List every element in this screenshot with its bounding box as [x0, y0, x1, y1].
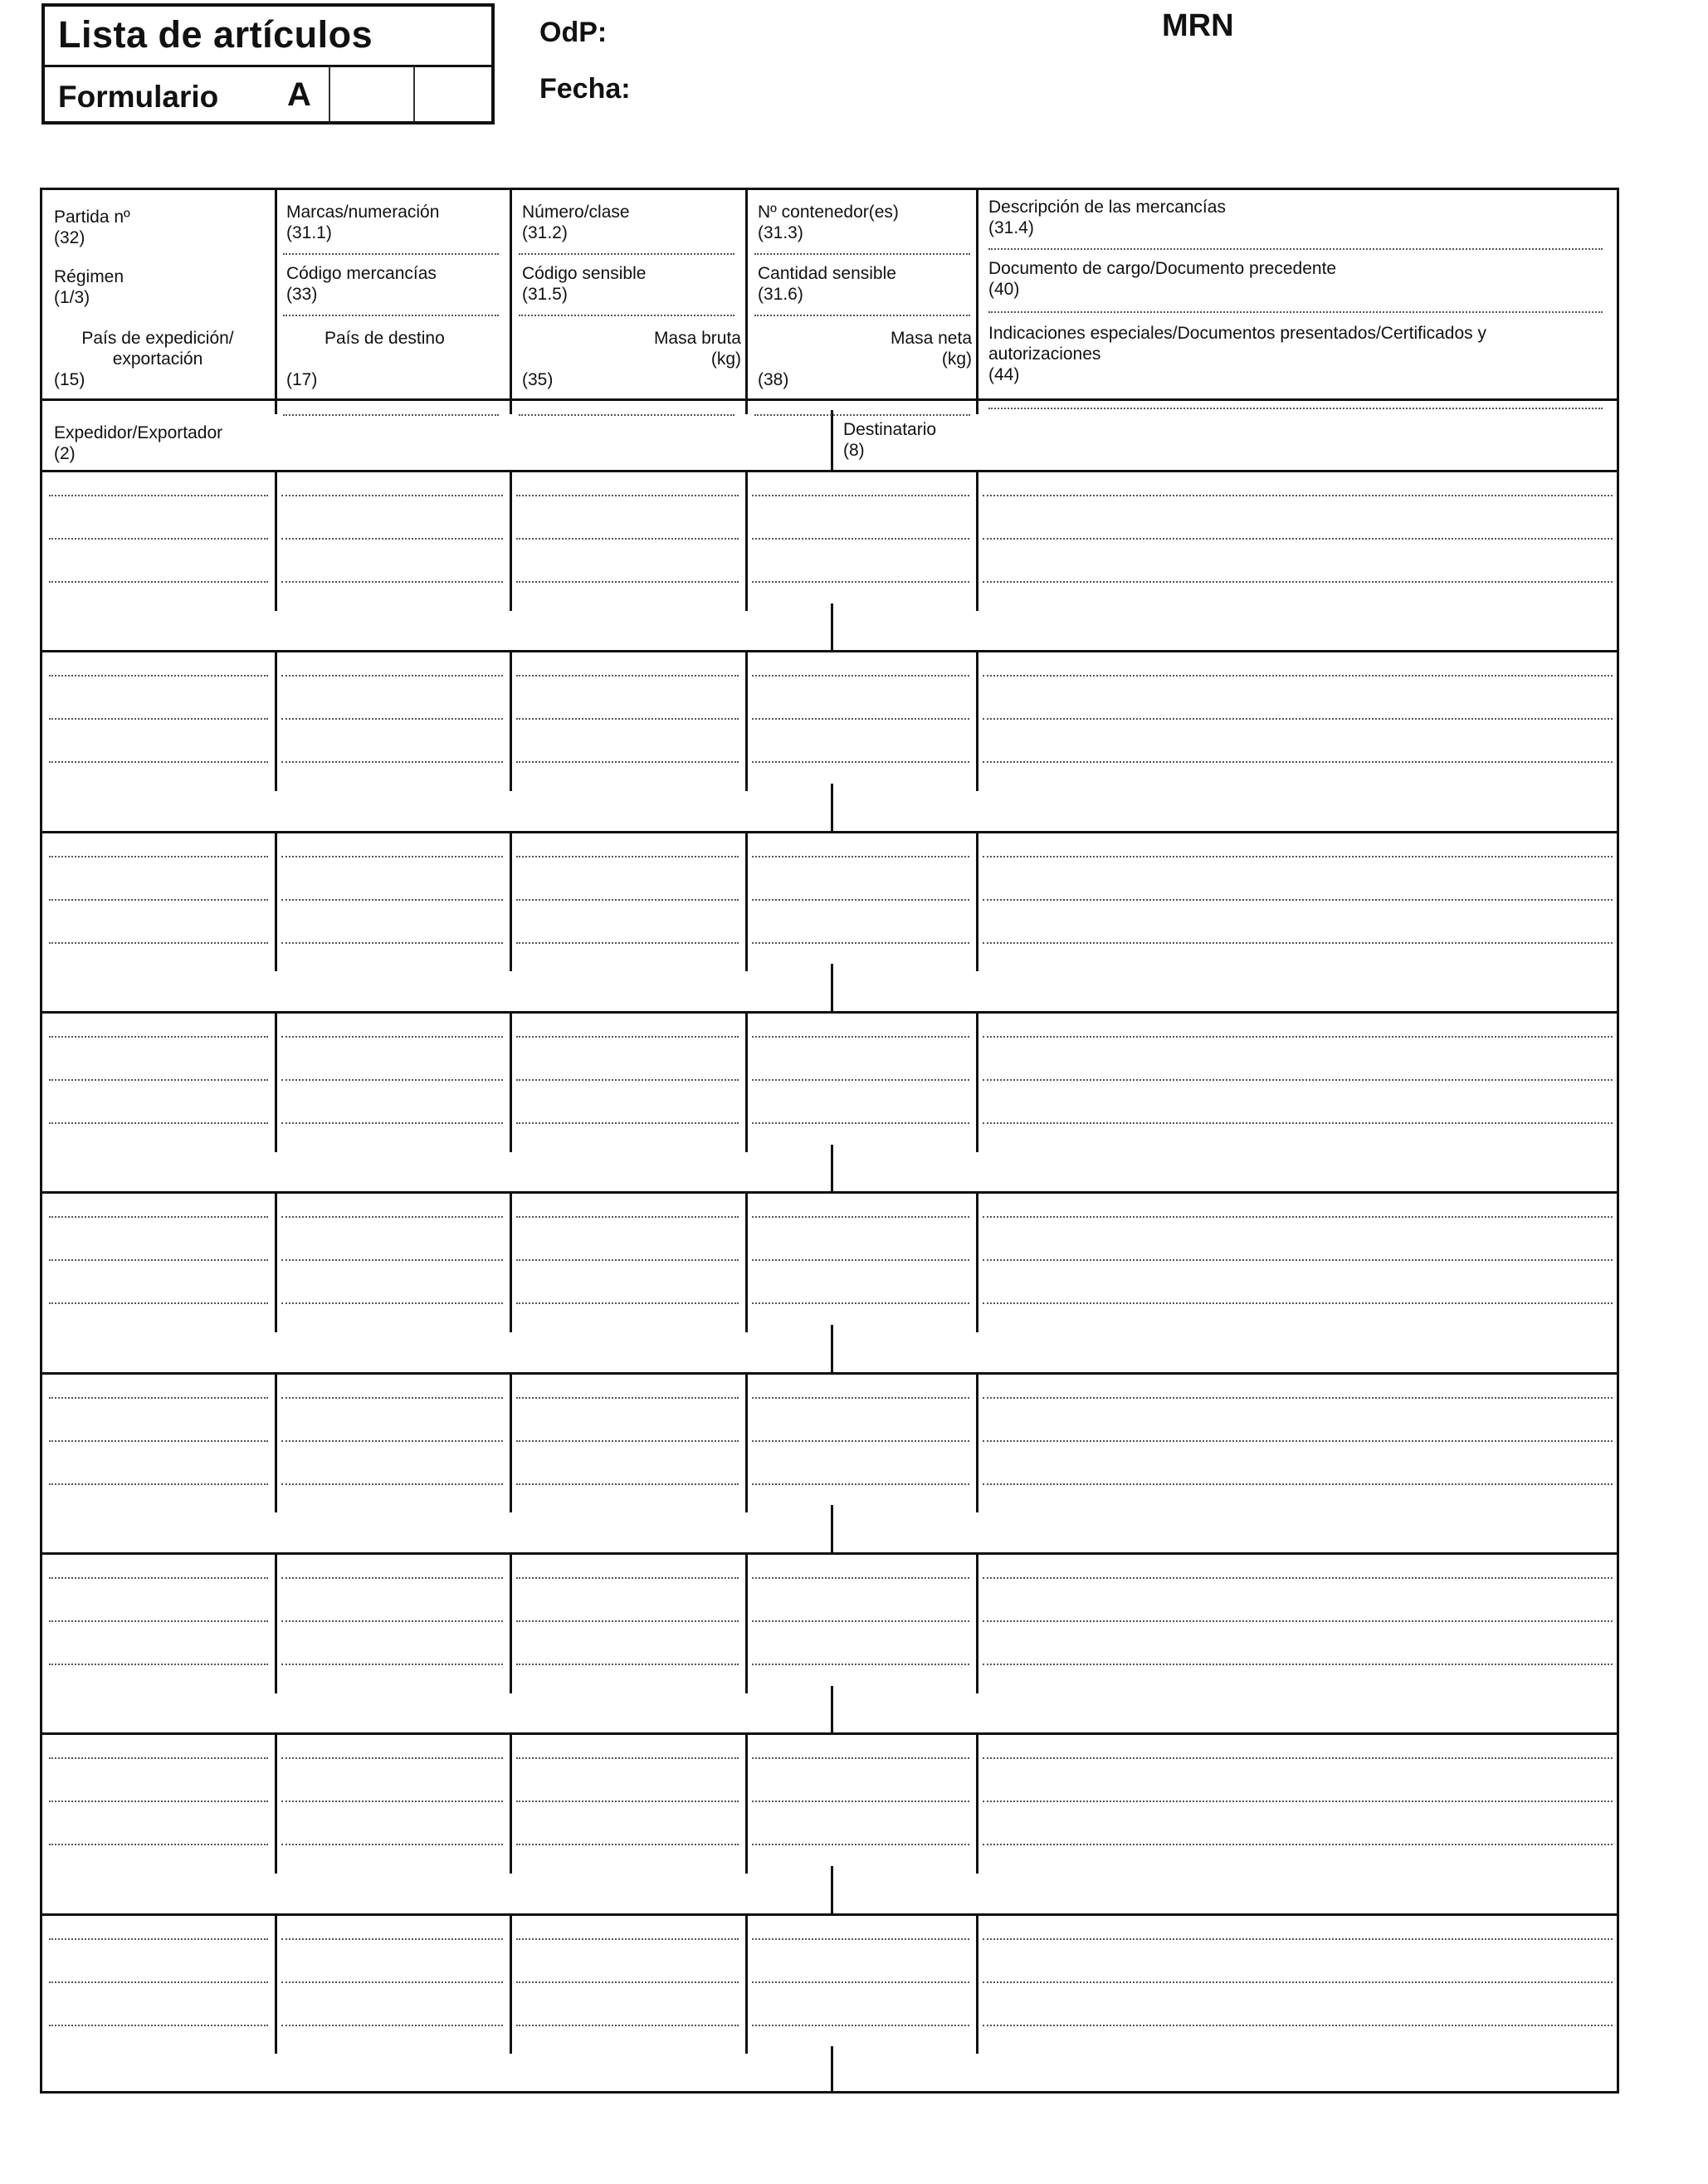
dotted-line — [983, 1259, 1613, 1261]
item-block-divider — [42, 1913, 1617, 1916]
dotted-line — [281, 1440, 503, 1442]
item-party-divider — [831, 1866, 833, 1913]
field-label: Expedidor/Exportador — [54, 423, 223, 442]
dotted-line — [516, 1757, 739, 1759]
dotted-line — [752, 718, 969, 720]
dotted-line — [281, 1216, 503, 1218]
field-masa-neta — [758, 328, 972, 390]
dotted-line — [516, 675, 739, 677]
dotted-line — [49, 1216, 268, 1218]
dotted-line — [283, 315, 499, 316]
dotted-line — [983, 942, 1613, 944]
field-code: (8) — [843, 441, 865, 460]
dotted-line — [281, 495, 503, 496]
dotted-line — [752, 1664, 969, 1665]
dotted-line — [281, 1079, 503, 1081]
dotted-line — [752, 761, 969, 763]
dotted-line — [752, 1483, 969, 1485]
field-label: País de expedición/ exportación — [81, 329, 234, 369]
item-party-divider — [831, 1505, 833, 1552]
field-destinatario — [843, 419, 1590, 461]
form-title: Lista de artículos — [58, 13, 373, 56]
item-list-form — [40, 188, 1619, 2094]
dotted-line — [49, 675, 268, 677]
dotted-line — [983, 1302, 1613, 1304]
dotted-line — [983, 581, 1613, 583]
dotted-line — [983, 1483, 1613, 1485]
dotted-line — [752, 581, 969, 583]
item-party-divider — [831, 2046, 833, 2094]
field-label: País de destino — [325, 329, 445, 348]
item-column-divider — [275, 1011, 277, 1152]
dotted-line — [516, 761, 739, 763]
field-label: Indicaciones especiales/Documentos presentados/Certificados y autorizaciones — [988, 324, 1486, 364]
dotted-line — [519, 414, 734, 416]
dotted-line — [752, 856, 969, 857]
dotted-line — [983, 718, 1613, 720]
item-party-divider — [831, 1145, 833, 1192]
column-divider — [510, 190, 512, 414]
item-party-divider — [831, 1325, 833, 1372]
item-column-divider — [976, 1732, 978, 1874]
dotted-line — [752, 1757, 969, 1759]
field-label: Cantidad sensible — [758, 264, 896, 283]
field-code: (31.2) — [522, 223, 568, 242]
dotted-line — [283, 253, 499, 255]
item-column-divider — [745, 1732, 748, 1874]
field-code: (31.3) — [758, 223, 803, 242]
dotted-line — [516, 495, 739, 496]
item-column-divider — [275, 1913, 277, 2055]
dotted-line — [752, 675, 969, 677]
field-documento-cargo — [988, 258, 1603, 300]
dotted-line — [988, 311, 1603, 313]
dotted-line — [516, 1938, 739, 1940]
dotted-line — [983, 1577, 1613, 1579]
dotted-line — [49, 1981, 268, 1983]
dotted-line — [519, 253, 734, 255]
item-column-divider — [976, 650, 978, 791]
form-type-separator — [413, 66, 415, 121]
dotted-line — [752, 1800, 969, 1802]
field-descripcion — [988, 197, 1603, 238]
header-divider — [42, 398, 1617, 401]
item-party-divider — [831, 784, 833, 831]
field-indicaciones — [988, 323, 1603, 385]
dotted-line — [516, 1620, 739, 1622]
dotted-line — [49, 1620, 268, 1622]
item-column-divider — [745, 470, 748, 611]
dotted-line — [49, 1397, 268, 1399]
dotted-line — [281, 1938, 503, 1940]
dotted-line — [752, 495, 969, 496]
dotted-line — [281, 1664, 503, 1665]
dotted-line — [516, 1397, 739, 1399]
item-column-divider — [745, 1372, 748, 1513]
dotted-line — [49, 1577, 268, 1579]
fecha-label: Fecha: — [539, 73, 631, 105]
dotted-line — [754, 253, 970, 255]
dotted-line — [752, 1079, 969, 1081]
field-cantidad-sensible — [758, 263, 974, 305]
item-column-divider — [745, 1552, 748, 1693]
dotted-line — [752, 942, 969, 944]
form-type-separator — [329, 66, 330, 121]
dotted-line — [281, 761, 503, 763]
item-column-divider — [745, 1191, 748, 1332]
item-column-divider — [510, 650, 512, 791]
dotted-line — [983, 1216, 1613, 1218]
dotted-line — [983, 761, 1613, 763]
dotted-line — [516, 1122, 739, 1124]
field-masa-bruta — [522, 328, 741, 390]
dotted-line — [754, 414, 970, 416]
dotted-line — [983, 856, 1613, 857]
dotted-line — [281, 2025, 503, 2026]
dotted-line — [752, 1440, 969, 1442]
item-column-divider — [510, 1913, 512, 2055]
dotted-line — [752, 1397, 969, 1399]
dotted-line — [983, 1440, 1613, 1442]
dotted-line — [49, 1664, 268, 1665]
dotted-line — [49, 1079, 268, 1081]
dotted-line — [49, 1036, 268, 1038]
dotted-line — [49, 1122, 268, 1124]
dotted-line — [752, 1302, 969, 1304]
dotted-line — [516, 1216, 739, 1218]
field-label: Destinatario — [843, 420, 937, 439]
dotted-line — [752, 1938, 969, 1940]
field-code: (31.1) — [286, 223, 332, 242]
dotted-line — [281, 1844, 503, 1845]
item-column-divider — [976, 1011, 978, 1152]
item-column-divider — [275, 1372, 277, 1513]
dotted-line — [516, 581, 739, 583]
dotted-line — [516, 1079, 739, 1081]
dotted-line — [516, 538, 739, 540]
dotted-line — [281, 1259, 503, 1261]
dotted-line — [281, 1981, 503, 1983]
item-block-divider — [42, 1191, 1617, 1194]
field-label: Marcas/numeración — [286, 203, 440, 222]
field-contenedor — [758, 202, 974, 243]
field-code: (1/3) — [54, 288, 90, 307]
item-block-divider — [42, 831, 1617, 833]
dotted-line — [983, 1938, 1613, 1940]
dotted-line — [516, 1302, 739, 1304]
item-column-divider — [976, 1552, 978, 1693]
item-column-divider — [510, 1191, 512, 1332]
dotted-line — [983, 495, 1613, 496]
dotted-line — [281, 1036, 503, 1038]
dotted-line — [754, 315, 970, 316]
field-label: Código mercancías — [286, 264, 437, 283]
dotted-line — [281, 942, 503, 944]
field-label: Masa bruta — [653, 329, 741, 348]
item-column-divider — [510, 1732, 512, 1874]
item-party-divider — [831, 603, 833, 651]
dotted-line — [516, 1036, 739, 1038]
dotted-line — [516, 899, 739, 901]
field-code: (38) — [758, 370, 789, 389]
dotted-line — [281, 581, 503, 583]
item-column-divider — [510, 1372, 512, 1513]
item-party-divider — [831, 964, 833, 1011]
item-column-divider — [275, 650, 277, 791]
item-column-divider — [275, 1552, 277, 1693]
dotted-line — [281, 856, 503, 857]
dotted-line — [281, 538, 503, 540]
header-bottom-line — [42, 470, 1617, 472]
item-column-divider — [275, 1191, 277, 1332]
dotted-line — [281, 675, 503, 677]
dotted-line — [49, 2025, 268, 2026]
dotted-line — [983, 1079, 1613, 1081]
field-partida — [54, 207, 261, 248]
field-code: (17) — [286, 370, 318, 389]
field-codigo-mercancias — [286, 263, 502, 305]
field-label: Partida nº — [54, 208, 130, 227]
dotted-line — [752, 2025, 969, 2026]
field-label: Nº contenedor(es) — [758, 203, 899, 222]
dotted-line — [49, 1844, 268, 1845]
dotted-line — [752, 899, 969, 901]
field-code: (31.6) — [758, 285, 803, 304]
dotted-line — [983, 899, 1613, 901]
dotted-line — [752, 1259, 969, 1261]
item-column-divider — [275, 470, 277, 611]
item-column-divider — [976, 1913, 978, 2055]
field-label: Régimen — [54, 267, 124, 286]
dotted-line — [281, 1757, 503, 1759]
field-code: (40) — [988, 280, 1020, 299]
dotted-line — [49, 1757, 268, 1759]
dotted-line — [516, 718, 739, 720]
dotted-line — [752, 1620, 969, 1622]
field-code: (35) — [522, 370, 554, 389]
dotted-line — [281, 1302, 503, 1304]
dotted-line — [281, 1397, 503, 1399]
item-column-divider — [745, 1913, 748, 2055]
dotted-line — [983, 1620, 1613, 1622]
field-code: (32) — [54, 228, 85, 247]
item-party-divider — [831, 1686, 833, 1733]
item-column-divider — [275, 1732, 277, 1874]
form-type-row — [45, 66, 491, 121]
item-column-divider — [745, 831, 748, 972]
form-title-box — [41, 3, 495, 125]
item-column-divider — [510, 1011, 512, 1152]
item-column-divider — [976, 1372, 978, 1513]
field-code: (44) — [988, 365, 1020, 384]
dotted-line — [49, 581, 268, 583]
dotted-line — [49, 761, 268, 763]
dotted-line — [516, 1440, 739, 1442]
dotted-line — [752, 1122, 969, 1124]
dotted-line — [49, 899, 268, 901]
field-code: (15) — [54, 370, 85, 389]
dotted-line — [752, 1577, 969, 1579]
form-type-value: A — [287, 76, 311, 113]
item-column-divider — [745, 650, 748, 791]
dotted-line — [752, 1981, 969, 1983]
field-code: (31.4) — [988, 218, 1034, 237]
field-unit: (kg) — [710, 349, 741, 369]
dotted-line — [281, 1620, 503, 1622]
field-codigo-sensible — [522, 263, 738, 305]
dotted-line — [516, 1981, 739, 1983]
column-divider — [275, 190, 277, 414]
title-row — [45, 7, 491, 67]
form-type-label: Formulario — [58, 80, 219, 114]
dotted-line — [752, 1036, 969, 1038]
item-column-divider — [976, 1191, 978, 1332]
dotted-line — [49, 1259, 268, 1261]
column-divider — [976, 190, 978, 414]
dotted-line — [516, 1259, 739, 1261]
dotted-line — [281, 1483, 503, 1485]
dotted-line — [983, 1036, 1613, 1038]
dotted-line — [49, 538, 268, 540]
dotted-line — [516, 1577, 739, 1579]
party-divider — [831, 410, 833, 470]
dotted-line — [988, 408, 1603, 409]
dotted-line — [988, 248, 1603, 250]
field-code: (2) — [54, 444, 76, 463]
field-expedidor — [54, 423, 801, 464]
dotted-line — [516, 1483, 739, 1485]
dotted-line — [49, 942, 268, 944]
dotted-line — [516, 1800, 739, 1802]
dotted-line — [983, 1664, 1613, 1665]
item-block-divider — [42, 1372, 1617, 1375]
field-label: Masa neta — [890, 329, 972, 348]
item-column-divider — [510, 470, 512, 611]
item-column-divider — [976, 470, 978, 611]
dotted-line — [49, 1440, 268, 1442]
item-block-divider — [42, 1732, 1617, 1735]
field-numero-clase — [522, 202, 738, 243]
dotted-line — [516, 1664, 739, 1665]
dotted-line — [752, 538, 969, 540]
dotted-line — [49, 856, 268, 857]
item-block-divider — [42, 1552, 1617, 1555]
column-divider — [745, 190, 748, 414]
dotted-line — [49, 718, 268, 720]
item-block-divider — [42, 1011, 1617, 1014]
dotted-line — [49, 1938, 268, 1940]
dotted-line — [983, 2025, 1613, 2026]
odp-label: OdP: — [539, 17, 608, 48]
field-pais-destino — [286, 328, 502, 390]
field-unit: (kg) — [941, 349, 972, 369]
field-code: (33) — [286, 285, 318, 304]
dotted-line — [49, 1800, 268, 1802]
item-block-divider — [42, 650, 1617, 652]
dotted-line — [752, 1216, 969, 1218]
dotted-line — [983, 1122, 1613, 1124]
item-column-divider — [510, 831, 512, 972]
field-pais-expedicion — [54, 328, 270, 390]
dotted-line — [516, 942, 739, 944]
dotted-line — [516, 856, 739, 857]
dotted-line — [281, 1800, 503, 1802]
dotted-line — [983, 1757, 1613, 1759]
dotted-line — [49, 495, 268, 496]
dotted-line — [983, 1981, 1613, 1983]
field-label: Número/clase — [522, 203, 630, 222]
dotted-line — [49, 1302, 268, 1304]
item-column-divider — [976, 831, 978, 972]
dotted-line — [983, 675, 1613, 677]
dotted-line — [283, 414, 499, 416]
field-label: Descripción de las mercancías — [988, 198, 1226, 217]
dotted-line — [983, 1844, 1613, 1845]
item-column-divider — [745, 1011, 748, 1152]
mrn-label: MRN — [1162, 8, 1234, 43]
dotted-line — [281, 1577, 503, 1579]
dotted-line — [983, 1800, 1613, 1802]
field-marcas — [286, 202, 502, 243]
field-label: Código sensible — [522, 264, 647, 283]
item-column-divider — [510, 1552, 512, 1693]
dotted-line — [516, 1844, 739, 1845]
dotted-line — [281, 899, 503, 901]
field-regimen — [54, 266, 261, 308]
dotted-line — [516, 2025, 739, 2026]
dotted-line — [281, 1122, 503, 1124]
dotted-line — [49, 1483, 268, 1485]
dotted-line — [281, 718, 503, 720]
dotted-line — [983, 538, 1613, 540]
dotted-line — [983, 1397, 1613, 1399]
item-column-divider — [275, 831, 277, 972]
dotted-line — [519, 315, 734, 316]
dotted-line — [752, 1844, 969, 1845]
field-code: (31.5) — [522, 285, 568, 304]
field-label: Documento de cargo/Documento precedente — [988, 259, 1337, 278]
